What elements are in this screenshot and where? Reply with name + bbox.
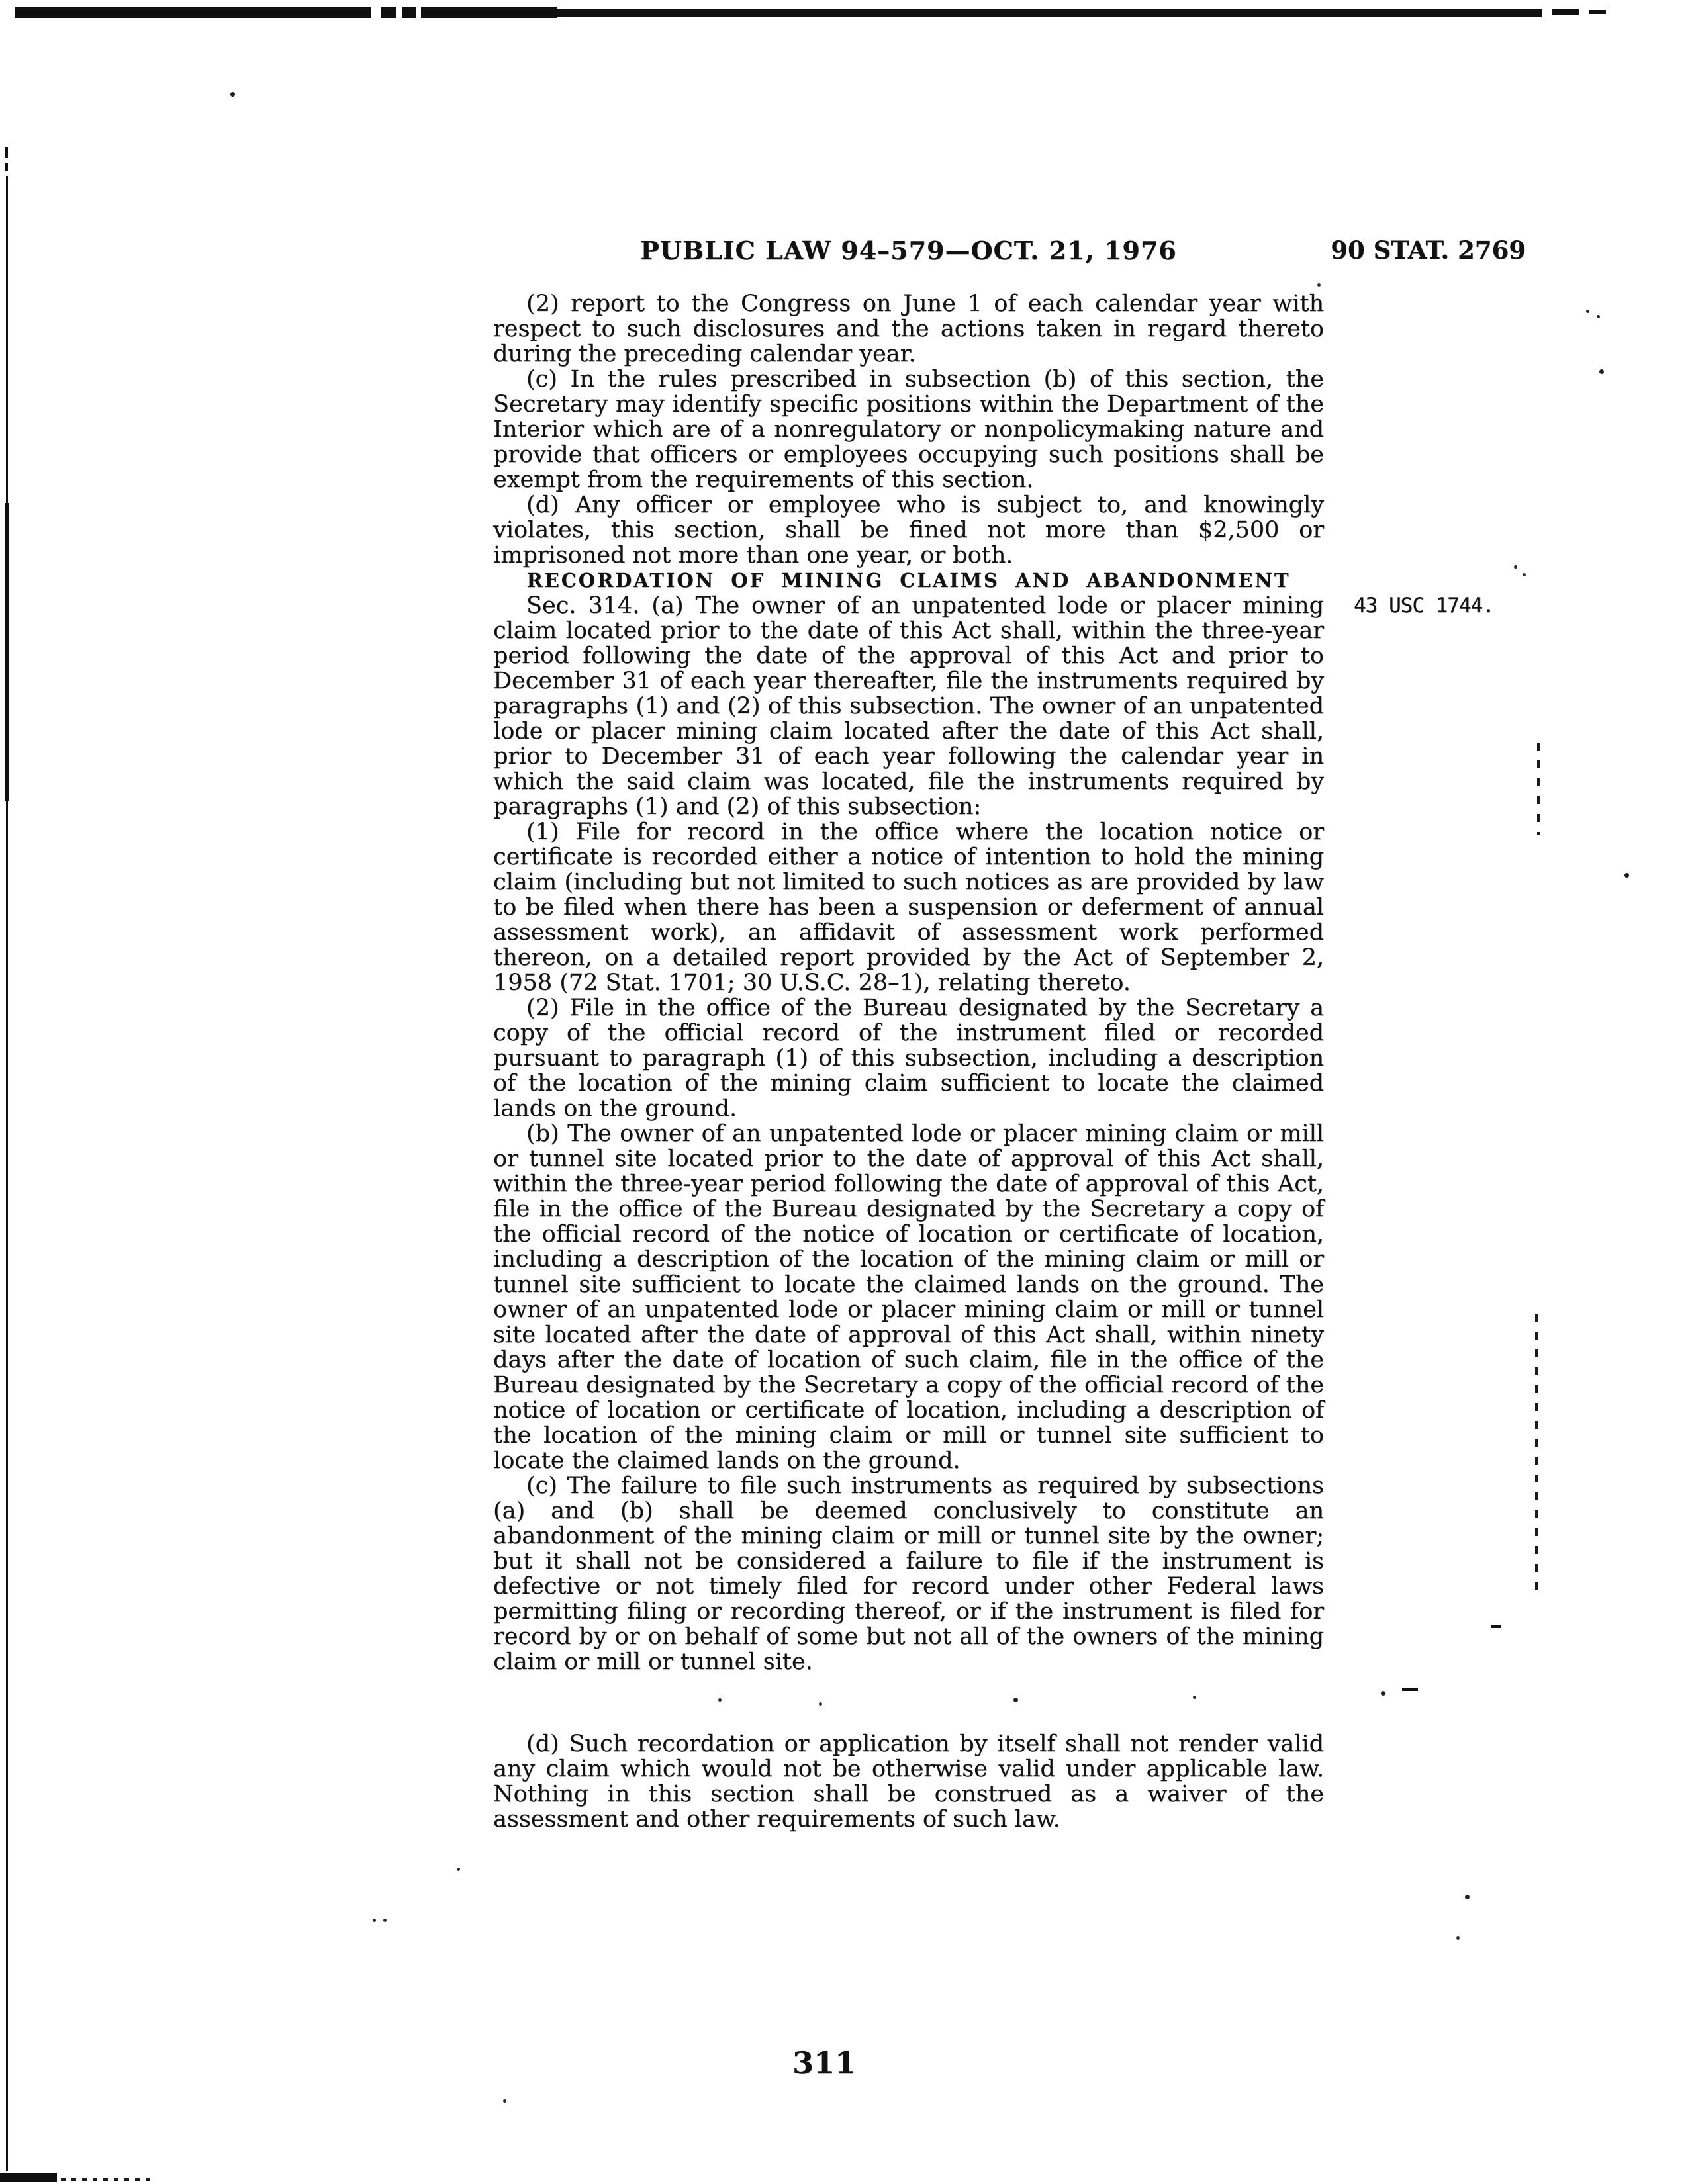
- scan-right-dashes: [1535, 1314, 1538, 1598]
- statute-text-block: [493, 291, 1494, 1833]
- scan-top-rule-thick: [15, 7, 557, 18]
- scan-dash: [1402, 1688, 1418, 1691]
- paragraph-sec-314-c: (c) The failure to file such instruments as required by subsections (a) and (b) shall be deemed conclusively to constitute an abandonment of the mining claim or mill or tunnel site by the owner; but it shall not be considered a failure to file if the instrument is defective or not timely filed for record under other Federal laws permitting filing or recording thereof, or if the instrument is filed for record by or on behalf of some but not all of the owners of the mining claim or mill or tunnel site.: [493, 1473, 1324, 1675]
- scan-gap: [396, 5, 402, 21]
- margin-note-usc-citation: 43 USC 1744.: [1354, 594, 1494, 617]
- paragraph-subsection-c: (c) In the rules prescribed in subsection (b) of this section, the Secretary may identify specific positions within the Department of the Interior which are of a nonregulatory or nonpolicymaking nature and provide that officers or employees occupying such positions shall be exempt from the requirements of this section.: [493, 366, 1324, 493]
- paragraph-subsection-d: (d) Any officer or employee who is subject to, and knowingly violates, this section, shall be fined not more than $2,500 or imprisoned not more than one year, or both.: [493, 492, 1324, 569]
- scan-left-rule-dash: [5, 163, 8, 171]
- paragraph-sec-314-b: (b) The owner of an unpatented lode or placer mining claim or mill or tunnel site located prior to the date of approval of this Act shall, within the three-year period following the date of approval of this Act, file in the office of the Bureau designated by the Secretary a copy of the official record of the notice of location or certificate of location, including a description of the location of the mining claim or mill or tunnel site sufficient to locate the claimed lands on the ground. The owner of an unpatented lode or placer mining claim or mill or tunnel site located after the date of approval of this Act shall, within ninety days after the date of location of such claim, file in the office of the Bureau designated by the Secretary a copy of the official record of the notice of location or certificate of location, including a description of the location of the mining claim or mill or tunnel site sufficient to locate the claimed lands on the ground.: [493, 1120, 1324, 1474]
- scan-dash: [1491, 1625, 1501, 1628]
- scan-top-rule-dash: [1552, 9, 1579, 15]
- paragraph-sec-314-a-2: (2) File in the office of the Bureau designated by the Secretary a copy of the official record of the instrument filed or recorded pursuant to paragraph (1) of this subsection, including a description of the location of the mining claim sufficient to locate the claimed lands on the ground.: [493, 995, 1324, 1122]
- scan-bottom-mark: [0, 2173, 57, 2182]
- sec-314-wrap: [493, 592, 1494, 820]
- scan-left-rule-thick: [5, 503, 9, 801]
- scan-left-rule-dash: [5, 147, 8, 158]
- paragraph-sec-314-a-1: (1) File for record in the office where the location notice or certificate is recorded either a notice of intention to hold the mining claim (including but not limited to such notices as are provided by law to be filed when there has been a suspension or deferment of annual assessment work), an affidavit of assessment work performed thereon, on a detailed report provided by the Act of September 2, 1958 (72 Stat. 1701; 30 U.S.C. 28–1), relating thereto.: [493, 819, 1324, 996]
- paragraph-item-2: (2) report to the Congress on June 1 of each calendar year with respect to such disclosures and the actions taken in regard thereto during the preceding calendar year.: [493, 291, 1324, 367]
- scan-right-dashes: [1537, 743, 1540, 835]
- scan-bottom-dots: [61, 2178, 154, 2181]
- page-number: 311: [792, 2045, 857, 2081]
- scan-gap: [416, 5, 421, 21]
- scan-specks: [0, 0, 3, 3]
- running-head-stat-ref: 90 STAT. 2769: [1331, 236, 1526, 265]
- section-heading: RECORDATION OF MINING CLAIMS AND ABANDONMENT: [526, 569, 1291, 592]
- scan-gap: [371, 5, 381, 21]
- paragraph-sec-314-d: (d) Such recordation or application by itself shall not render valid any claim which would not be otherwise valid under applicable law. Nothing in this section shall be construed as a waiver of the assessment and other requirements of such law.: [493, 1731, 1324, 1833]
- running-head-law-title: PUBLIC LAW 94–579—OCT. 21, 1976: [640, 236, 1177, 265]
- scan-left-rule: [6, 176, 8, 2171]
- paragraph-sec-314-a: Sec. 314. (a) The owner of an unpatented lode or placer mining claim located prior to the date of this Act shall, within the three-year period following the date of the approval of this Act and prior to December 31 of each year thereafter, file the instruments required by paragraphs (1) and (2) of this subsection. The owner of an unpatented lode or placer mining claim located after the date of this Act shall, prior to December 31 of each year following the calendar year in which the said claim was located, file the instruments required by paragraphs (1) and (2) of this subsection:: [493, 592, 1324, 820]
- scan-top-rule-dash: [1589, 10, 1606, 14]
